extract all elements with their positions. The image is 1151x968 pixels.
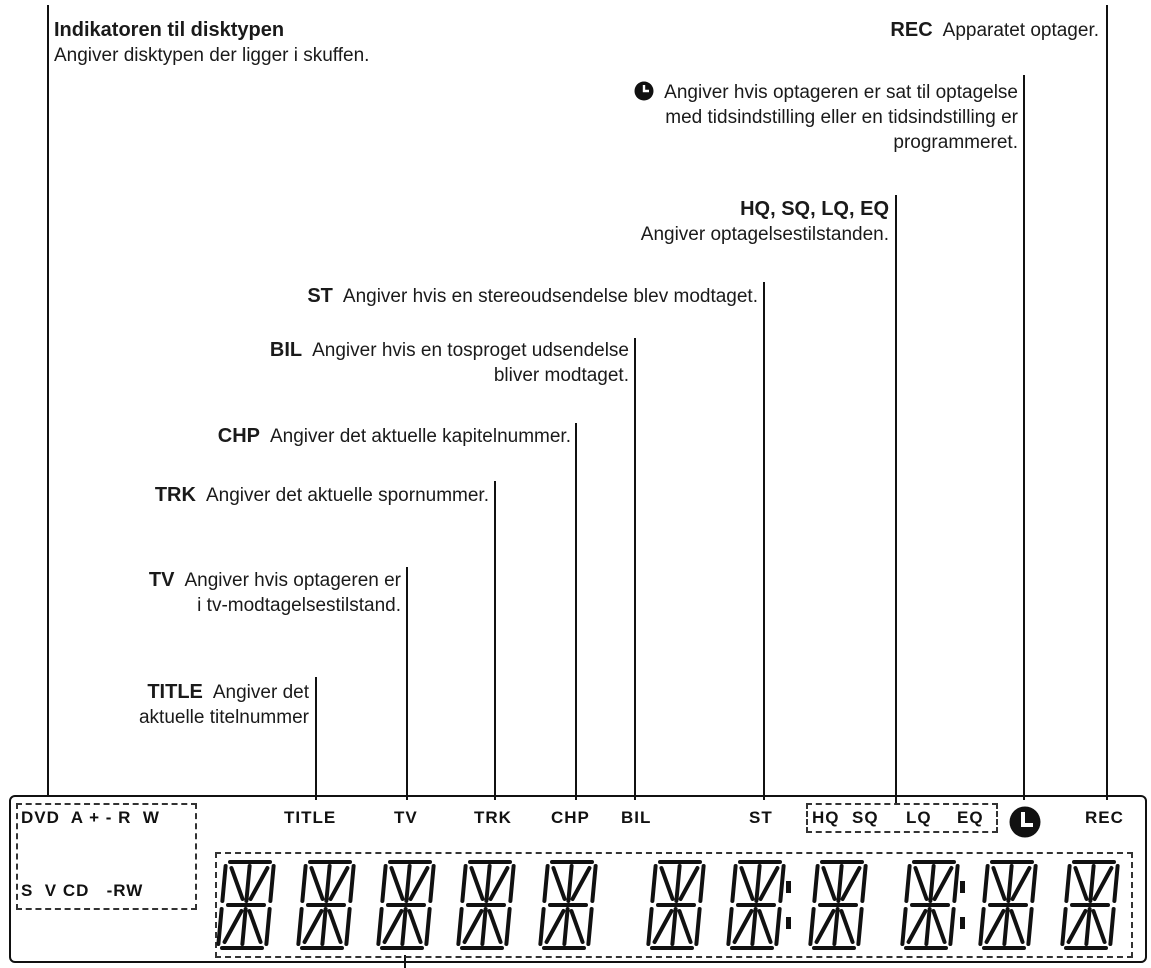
leader-line-tv — [406, 567, 408, 800]
panel-clock-icon — [1009, 806, 1041, 843]
annotation-rec — [890, 18, 1099, 43]
leader-line-rec — [1106, 5, 1108, 800]
annotation-title — [139, 680, 309, 730]
annotation-timer — [634, 80, 1018, 155]
leader-line-bil — [634, 338, 636, 800]
annotation-timer-line3: programmeret. — [893, 132, 1018, 153]
annotation-bil-title: BIL — [269, 339, 303, 361]
annotation-chp-desc: Angiver det aktuelle kapitelnummer. — [270, 426, 571, 447]
leader-line-st — [763, 282, 765, 800]
annotation-bil-desc1: Angiver hvis en tosproget udsendelse — [312, 340, 629, 361]
annotation-rec-desc: Apparatet optager. — [942, 20, 1099, 41]
annotation-rec-title: REC — [890, 19, 933, 41]
annotation-tv-desc1: Angiver hvis optageren er — [184, 570, 401, 591]
panel-label-bil: BIL — [621, 808, 652, 827]
annotation-bil — [270, 338, 629, 388]
annotation-chp — [218, 424, 571, 449]
panel-label-st: ST — [749, 808, 773, 827]
panel-label-sq: SQ — [852, 808, 879, 827]
panel-label-chp: CHP — [551, 808, 590, 827]
leader-line-trk — [494, 481, 496, 800]
annotation-st — [307, 284, 758, 309]
panel-label-rec: REC — [1085, 808, 1124, 827]
annotation-disc-desc: Angiver disktypen der ligger i skuffen. — [54, 45, 370, 66]
annotation-bil-desc2: bliver modtaget. — [493, 365, 629, 386]
annotation-quality-desc: Angiver optagelsestilstanden. — [640, 224, 889, 245]
panel-label-eq: EQ — [957, 808, 984, 827]
annotation-st-desc: Angiver hvis en stereoudsendelse blev modtaget. — [342, 286, 758, 307]
panel-label-lq: LQ — [906, 808, 932, 827]
annotation-title-title: TITLE — [147, 681, 203, 703]
leader-line-chp — [575, 423, 577, 800]
panel-label-tv: TV — [394, 808, 418, 827]
digit-area-box — [215, 852, 1133, 958]
annotation-trk-desc: Angiver det aktuelle spornummer. — [205, 485, 489, 506]
leader-line-title — [315, 677, 317, 800]
leader-line-disc — [47, 5, 49, 795]
annotation-quality — [641, 197, 889, 247]
leader-line-timer — [1023, 75, 1025, 800]
disc-type-bottom-label: S V CD -RW — [21, 881, 144, 900]
annotation-disc-title: Indikatoren til disktypen — [54, 19, 285, 41]
annotation-tv-title: TV — [148, 569, 175, 591]
panel-label-title: TITLE — [284, 808, 337, 827]
annotation-st-title: ST — [307, 285, 333, 307]
annotation-title-desc1: Angiver det — [212, 682, 309, 703]
annotation-title-desc2: aktuelle titelnummer — [138, 707, 309, 728]
annotation-timer-line1: Angiver hvis optageren er sat til optagelse — [664, 82, 1018, 103]
annotation-quality-title: HQ, SQ, LQ, EQ — [740, 198, 889, 220]
annotation-tv-desc2: i tv-modtagelsestilstand. — [197, 595, 401, 616]
annotation-disc-type — [54, 18, 369, 68]
annotation-tv — [149, 568, 401, 618]
annotation-timer-line2: med tidsindstilling eller en tidsindstilling er — [665, 107, 1018, 128]
leader-line-quality — [895, 195, 897, 805]
annotation-trk — [155, 483, 489, 508]
panel-label-hq: HQ — [812, 808, 840, 827]
clock-icon — [634, 80, 654, 105]
panel-label-trk: TRK — [474, 808, 512, 827]
disc-type-top-label: DVD A + - R W — [21, 808, 160, 827]
annotation-chp-title: CHP — [217, 425, 260, 447]
annotation-trk-title: TRK — [154, 484, 196, 506]
